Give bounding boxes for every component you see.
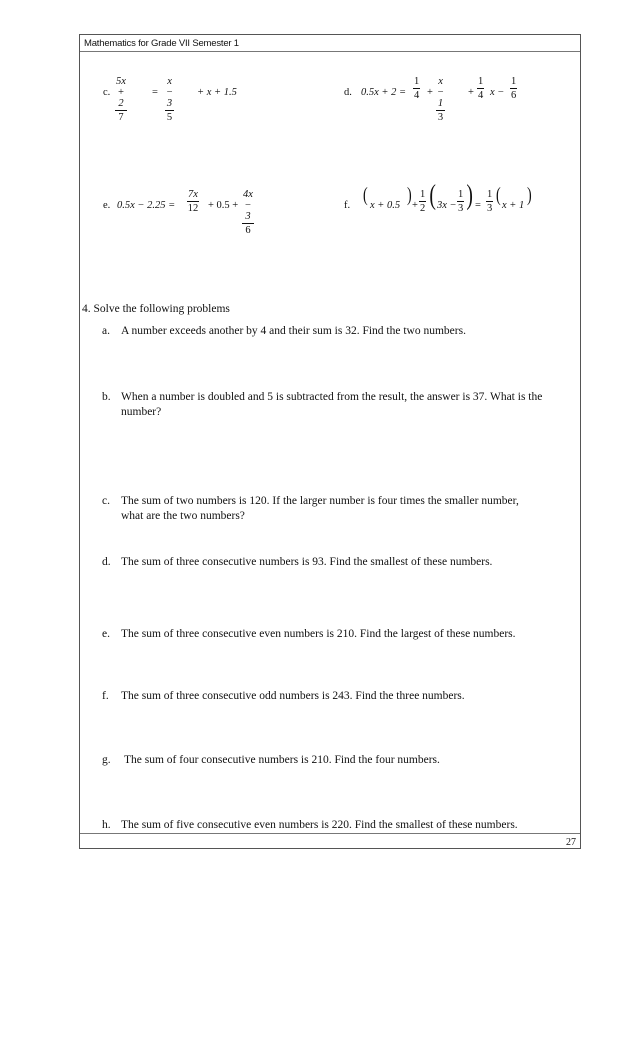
equation-term: + 0.5 +: [208, 200, 239, 211]
right-parenthesis: ): [466, 180, 473, 211]
fraction: [187, 189, 199, 214]
equation-term: x + 0.5: [370, 200, 401, 211]
equation-term: + x + 1.5: [197, 87, 237, 98]
problem-text-line: When a number is doubled and 5 is subtracted from the result, the answer is 37. What is the: [121, 391, 543, 403]
numerator: 1: [478, 76, 484, 87]
denominator: 2: [420, 203, 426, 214]
fraction-bar: [510, 88, 517, 89]
fraction-bar: [242, 223, 254, 224]
problem-label: a.: [102, 325, 110, 337]
equals-sign: =: [475, 200, 481, 211]
header-divider: [80, 51, 580, 52]
plus-sign: +: [468, 87, 474, 98]
fraction-bar: [477, 88, 484, 89]
fraction: [413, 76, 420, 101]
equation-term: 0.5x + 2 =: [361, 87, 407, 98]
fraction-bar: [457, 201, 464, 202]
page-header: Mathematics for Grade VII Semester 1: [84, 38, 239, 49]
problem-text: The sum of three consecutive even numbers is 210. Find the largest of these numbers.: [121, 628, 516, 640]
section-4-heading: 4. Solve the following problems: [82, 303, 230, 315]
numerator: 1: [487, 189, 493, 200]
footer-divider: [80, 833, 580, 834]
problem-label: h.: [102, 819, 111, 831]
problem-text: The sum of four consecutive numbers is 210. Find the four numbers.: [124, 754, 440, 766]
equation-term: x + 1: [502, 200, 525, 211]
denominator: 6: [511, 90, 517, 101]
problem-text-line: The sum of two numbers is 120. If the larger number is four times the smaller number,: [121, 495, 519, 507]
plus-sign: +: [412, 200, 418, 211]
denominator: 5: [166, 112, 173, 123]
fraction: [115, 76, 127, 123]
numerator: 5x + 2: [116, 76, 126, 109]
fraction-bar: [187, 201, 199, 202]
problem-text-line: number?: [121, 406, 162, 418]
right-parenthesis: ): [407, 184, 412, 206]
problem-text: The sum of five consecutive even numbers is 220. Find the smallest of these numbers.: [121, 819, 518, 831]
fraction: [242, 189, 254, 236]
left-parenthesis: (: [363, 184, 368, 206]
left-parenthesis: (: [496, 184, 501, 206]
numerator: 1: [511, 76, 517, 87]
denominator: 4: [478, 90, 484, 101]
fraction: [165, 76, 174, 123]
numerator: 1: [420, 189, 426, 200]
denominator: 3: [437, 112, 444, 123]
fraction-bar: [486, 201, 493, 202]
denominator: 3: [487, 203, 493, 214]
fraction-bar: [165, 110, 174, 111]
equation-term: 3x −: [437, 200, 457, 211]
numerator: x − 3: [166, 76, 174, 109]
equation-term: 0.5x − 2.25 =: [117, 200, 176, 211]
fraction-bar: [413, 88, 420, 89]
fraction: [477, 76, 484, 101]
page-number: 27: [566, 837, 576, 848]
numerator: 7x: [188, 189, 198, 200]
right-parenthesis: ): [527, 184, 532, 206]
page-frame: [79, 34, 581, 849]
problem-text: A number exceeds another by 4 and their sum is 32. Find the two numbers.: [121, 325, 466, 337]
problem-text: The sum of three consecutive numbers is 93. Find the smallest of these numbers.: [121, 556, 493, 568]
equation-d-label: d.: [344, 87, 352, 98]
denominator: 12: [187, 203, 199, 214]
numerator: 1: [414, 76, 420, 87]
equation-term: x −: [490, 87, 505, 98]
denominator: 4: [414, 90, 420, 101]
fraction-bar: [436, 110, 445, 111]
fraction: [486, 189, 493, 214]
equation-f-label: f.: [344, 200, 351, 211]
problem-label: c.: [102, 495, 110, 507]
problem-text-line: what are the two numbers?: [121, 510, 245, 522]
numerator: x − 1: [437, 76, 445, 109]
denominator: 6: [245, 225, 251, 236]
fraction: [457, 189, 464, 214]
equation-e-label: e.: [103, 200, 111, 211]
problem-label: d.: [102, 556, 111, 568]
fraction-bar: [115, 110, 127, 111]
fraction: [436, 76, 445, 123]
plus-sign: +: [427, 87, 433, 98]
problem-label: b.: [102, 391, 111, 403]
denominator: 7: [118, 112, 124, 123]
fraction: [419, 189, 426, 214]
numerator: 1: [458, 189, 464, 200]
equals-sign: =: [152, 87, 158, 98]
problem-label: f.: [102, 690, 109, 702]
denominator: 3: [458, 203, 464, 214]
fraction-bar: [419, 201, 426, 202]
left-parenthesis: (: [429, 180, 436, 211]
problem-label: e.: [102, 628, 110, 640]
equation-c-label: c.: [103, 87, 111, 98]
numerator: 4x − 3: [243, 189, 253, 222]
problem-text: The sum of three consecutive odd numbers is 243. Find the three numbers.: [121, 690, 465, 702]
problem-label: g.: [102, 754, 111, 766]
fraction: [510, 76, 517, 101]
